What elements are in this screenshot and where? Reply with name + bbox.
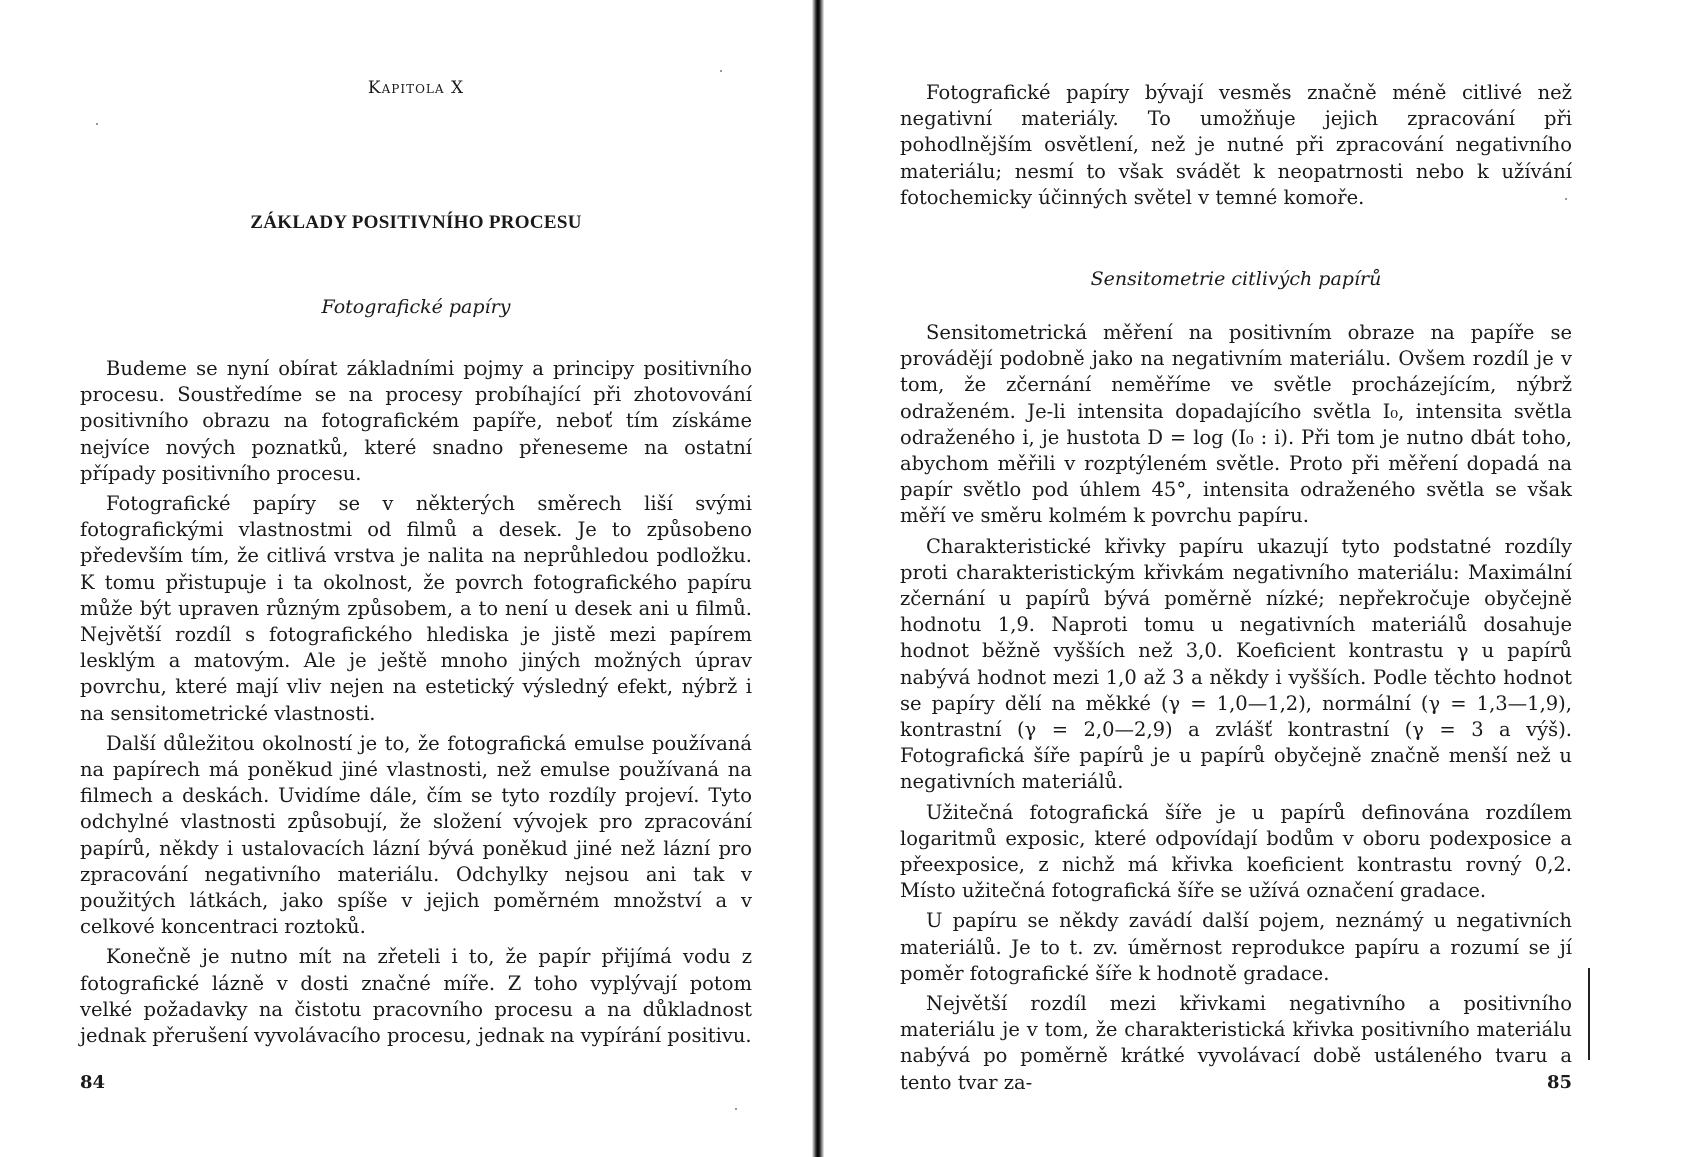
paragraph: Fotografické papíry se v některých směrech liší svými fotografickými vlastnostmi od filmů a desek. Je to způsobeno především tím, že citlivá vrstva je nalita na neprůhledou podložku. K tomu přistupuje i ta okolnost, že povrch fotografického papíru může být upraven různým způsobem, a to není u desek ani u filmů. Největší rozdíl s fotografického hlediska je jistě mezi papírem lesklým a matovým. Ale je ještě mnoho jiných možných úprav povrchu, které mají vliv nejen na estetický výsledný efekt, nýbrž i na sensitometrické vlastnosti.: [80, 492, 752, 725]
paragraph: Sensitometrická měření na positivním obraze na papíře se provádějí podobně jako na negativním materiálu. Ovšem rozdíl je v tom, že zčernání neměříme ve světle procházejícím, nýbrž odraženém. Je-li intensita dopadajícího světla I₀, intensita světla odraženého i, je hustota D = log (I₀ : i). Při tom je nutno dbát toho, abychom měřili v rozptýleném světle. Proto při měření dopadá na papír světlo pod úhlem 45°, intensita odraženého světla se však měří ve směru kolmém k povrchu papíru.: [900, 321, 1572, 528]
paper-speck: [1565, 198, 1567, 200]
paper-speck: [735, 1108, 737, 1110]
page-number: 85: [1546, 1072, 1572, 1093]
section-title: Fotografické papíry: [321, 296, 511, 318]
right-body-text: [900, 320, 1572, 1100]
right-intro-text: [900, 80, 1572, 215]
paragraph: U papíru se někdy zavádí další pojem, neznámý u negativních materiálů. Je to t. zv. úměrnost reprodukce papíru a rozumí se jí poměr fotografické šíře k hodnotě gradace.: [900, 909, 1572, 985]
left-page: [80, 0, 752, 1157]
paragraph: Fotografické papíry bývají vesměs značně méně citlivé než negativní materiály. To umožňuje jejich zpracování při pohodlnějším osvětlení, než je nutné při zpracování negativního materiálu; nesmí to však svádět k neopatrnosti nebo k užívání fotochemicky účinných světel v temné komoře.: [900, 81, 1572, 209]
paragraph: Užitečná fotografická šíře je u papírů definována rozdílem logaritmů exposic, které odpovídají bodům v oboru podexposice a přeexposice, z nichž má křivka koeficient kontrastu rovný 0,2. Místo užitečná fotografická šíře se užívá označení gradace.: [900, 800, 1572, 903]
margin-mark: [1588, 968, 1590, 1060]
left-body-text: [80, 356, 752, 1053]
page-number: 84: [80, 1072, 106, 1093]
paragraph: Další důležitou okolností je to, že fotografická emulse používaná na papírech má poněkud jiné vlastnosti, než emulse používaná na filmech a deskách. Uvidíme dále, čím se tyto rozdíly projeví. Tyto odchylné vlastnosti způsobují, že složení vývojek pro zpracování papírů, někdy i ustalovacích lázní bývá poněkud jiné než lázní pro zpracování negativního materiálu. Odchylky nejsou ani tak v použitých látkách, jako spíše v jejich poměrném množství a v celkové koncentraci roztoků.: [80, 731, 752, 939]
paragraph: Budeme se nyní obírat základními pojmy a principy positivního procesu. Soustředíme se na procesy probíhající při zhotovování positivního obrazu na fotografickém papíře, neboť tím získáme nejvíce nových poznatků, které snadno přeneseme na ostatní případy positivního procesu.: [80, 357, 752, 485]
section-title: Sensitometrie citlivých papírů: [1090, 268, 1382, 290]
running-head: Kapitola X: [367, 78, 465, 98]
paragraph: Největší rozdíl mezi křivkami negativního a positivního materiálu je v tom, že charakteristická křivka positivního materiálu nabývá po poměrně krátké vyvolávací době ustáleného tvaru a tento tvar za-: [900, 992, 1572, 1094]
book-gutter: [812, 0, 824, 1157]
paper-speck: [96, 123, 98, 125]
right-page: [900, 0, 1572, 1157]
paper-speck: [720, 70, 722, 72]
chapter-title: ZÁKLADY POSITIVNÍHO PROCESU: [250, 212, 582, 233]
paragraph: Konečně je nutno mít na zřeteli i to, že papír přijímá vodu z fotografické lázně v dosti značné míře. Z toho vyplývají potom velké požadavky na čistotu pracovního procesu a na důkladnost jednak přerušení vyvolávacího procesu, jednak na vypírání positivu.: [80, 945, 752, 1048]
paragraph: Charakteristické křivky papíru ukazují tyto podstatné rozdíly proti charakteristickým křivkám negativního materiálu: Maximální zčernání u papírů bývá poměrně nízké; nepřekročuje obyčejně hodnotu 1,9. Naproti tomu u negativních materiálů dosahuje hodnot běžně vyšších než 3,0. Koeficient kontrastu γ u papírů nabývá hodnot mezi 1,0 až 3 a někdy i vyšších. Podle těchto hodnot se papíry dělí na měkké (γ = 1,0—1,2), normální (γ = 1,3—1,9), kontrastní (γ = 2,0—2,9) a zvlášť kontrastní (γ = 3 a výš). Fotografická šíře papírů je u papírů obyčejně značně menší než u negativních materiálů.: [900, 534, 1572, 794]
